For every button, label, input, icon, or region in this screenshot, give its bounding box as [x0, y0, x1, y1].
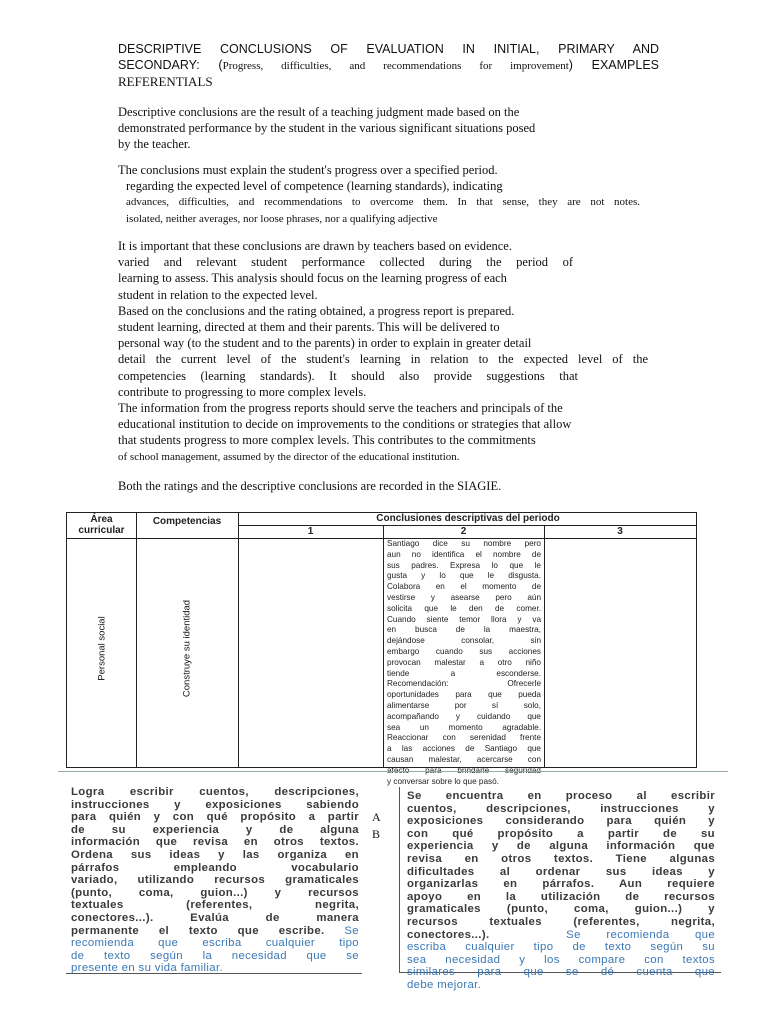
- conclusion-line: provocan malestar a otro niño: [387, 657, 541, 667]
- example-b-line: similares para que se dé cuenta que: [407, 966, 715, 979]
- intro-line: Descriptive conclusions are the result of a teaching judgment made based on the: [118, 105, 520, 119]
- conclusion-line: Santiago dice su nombre pero: [387, 539, 541, 548]
- bullet-line-4: isolated, neither averages, nor loose phrases, nor a qualifying adjective: [126, 212, 438, 225]
- body-line: It is important that these conclusions are drawn by teachers based on evidence.: [118, 239, 512, 253]
- conclusion-line: Recomendación: Ofrecerle: [387, 679, 541, 689]
- conclusion-line: causan malestar, acercarse con: [387, 754, 541, 764]
- conclusion-line: en busca de la maestra,: [387, 625, 541, 635]
- header-period-2: 2: [460, 526, 467, 537]
- body-line: contribute to progressing to more complex levels.: [118, 384, 367, 399]
- document-title: [118, 41, 659, 90]
- body-line: The information from the progress reports should serve the teachers and principals of the: [118, 401, 563, 416]
- title-line-1: DESCRIPTIVE CONCLUSIONS OF EVALUATION IN INITIAL, PRIMARY AND: [118, 42, 659, 56]
- example-b-line: escriba cualquier tipo de texto según su: [407, 941, 715, 954]
- example-a-line: conectores...). Evalúa de manera: [71, 911, 359, 924]
- header-conclusiones: Conclusiones descriptivas del periodo: [376, 513, 560, 524]
- conclusion-line: dejándose consolar, sin: [387, 636, 541, 646]
- closing-line: Both the ratings and the descriptive conclusions are recorded in the SIAGIE.: [118, 479, 502, 493]
- bullet-text: The conclusions must explain the student's progress over a specified period.: [118, 163, 498, 177]
- bullet-line-2: regarding the expected level of competence (learning standards), indicating: [126, 179, 503, 194]
- conclusion-line: sea un momento agradable.: [387, 722, 541, 732]
- section-divider: [58, 771, 728, 772]
- title-line-2: [118, 57, 659, 74]
- conclusion-line: solicita que le den de comer.: [387, 603, 541, 613]
- example-b-line: experiencia y de alguna información que: [407, 840, 715, 853]
- example-b-line: cuentos, descripciones, instrucciones y: [407, 802, 715, 815]
- example-a-line: de texto según la necesidad que se: [71, 949, 359, 962]
- conclusion-line: acompañando y cuidando que: [387, 711, 541, 721]
- conclusion-line: Colabora en el momento de: [387, 582, 541, 592]
- header-competencias: Competencias: [152, 516, 222, 527]
- conclusion-line: vestirse y asearse pero aún: [387, 592, 541, 602]
- example-b-line: organizarlas en párrafos. Aun requiere: [407, 878, 715, 891]
- example-box-b: [399, 787, 721, 991]
- title-line-2b: Progress, difficulties, and recommendations for improvement: [222, 60, 569, 72]
- conclusion-line: Cuando siente temor llora y va: [387, 614, 541, 624]
- example-a-line: Logra escribir cuentos, descripciones,: [71, 786, 359, 798]
- table-divider: [544, 525, 545, 767]
- title-line-2c: ) EXAMPLES: [568, 58, 660, 72]
- example-b-line: gramaticales (punto, coma, guion...) y: [407, 903, 715, 916]
- conclusion-line: alimentarse por sí solo,: [387, 700, 541, 710]
- example-a-text: [71, 786, 359, 975]
- example-b-line: apoyo en la utilización de recursos: [407, 890, 715, 903]
- body-line: of school management, assumed by the director of the educational institution.: [118, 450, 460, 463]
- example-b-line: dificultades al ordenar sus ideas y: [407, 865, 715, 878]
- body-line: personal way (to the student and to the parents) in order to explain in greater detail: [118, 336, 532, 351]
- conclusion-line: oportunidades para que pueda: [387, 690, 541, 700]
- example-a-line: variado, utilizando recursos gramaticales: [71, 874, 359, 887]
- body-line: student in relation to the expected level.: [118, 287, 318, 302]
- table-divider: [238, 513, 239, 767]
- example-a-line: textuales (referentes, negrita,: [71, 899, 359, 912]
- body-line: student learning, directed at them and their parents. This will be delivered to: [118, 320, 500, 335]
- body-line: varied and relevant student performance collected during the period of: [118, 255, 573, 270]
- example-a-line: instrucciones y exposiciones sabiendo: [71, 798, 359, 811]
- label-b: B: [372, 827, 381, 841]
- conclusion-line: gusta y lo que le disgusta.: [387, 571, 541, 581]
- table-divider: [67, 538, 696, 539]
- competencia-value: Construye su identidad: [181, 599, 193, 698]
- conclusions-table: [66, 512, 697, 786]
- header-period-3: 3: [617, 526, 623, 537]
- example-a-line: presente en su vida familiar.: [71, 962, 223, 975]
- example-a-mixed-black: permanente el texto que escribe.: [71, 924, 325, 937]
- table-divider: [383, 525, 384, 767]
- example-b-line: Se encuentra en proceso al escribir: [407, 790, 715, 802]
- example-b-text: [407, 790, 715, 992]
- example-b-mixed-black: conectores...).: [407, 928, 490, 941]
- example-a-line: recomienda que escriba cualquier tipo: [71, 937, 359, 950]
- body-line: learning to assess. This analysis should focus on the learning progress of each: [118, 271, 507, 286]
- area-value: Personal social: [96, 616, 108, 681]
- example-b-line: recursos textuales (referentes, negrita,: [407, 915, 715, 928]
- closing-paragraph: [118, 478, 648, 494]
- body-line: educational institution to decide on improvements to the conditions or strategies that allow: [118, 417, 572, 432]
- example-b-mixed-line: [407, 929, 715, 942]
- bullet-line-3: advances, difficulties, and recommendations to overcome them. In that sense, they are not notes.: [126, 196, 640, 209]
- conclusion-line: afecto para brindarle seguridad: [387, 765, 541, 775]
- example-a-mixed-blue: Se: [344, 924, 359, 937]
- conclusion-line: embargo cuando sus acciones: [387, 646, 541, 656]
- example-a-line: de su experiencia y de alguna: [71, 823, 359, 836]
- title-line-3: REFERENTIALS: [118, 74, 213, 89]
- example-a-line: párrafos empleando vocabulario: [71, 861, 359, 874]
- conclusion-line: tiende a esconderse.: [387, 668, 541, 678]
- body-line: competencies (learning standards). It should also provide suggestions that: [118, 368, 578, 383]
- example-a-mixed-line: [71, 925, 359, 938]
- conclusion-line: sus padres. Expresa lo que le: [387, 560, 541, 570]
- table-divider: [136, 513, 137, 767]
- example-box-a: [66, 783, 362, 974]
- conclusion-line: Reaccionar con serenidad frente: [387, 733, 541, 743]
- example-a-line: Ordena sus ideas y las organiza en: [71, 848, 359, 861]
- example-a-line: para quién y con qué propósito a partir: [71, 811, 359, 824]
- example-b-line: revisa en otros textos. Tiene algunas: [407, 852, 715, 865]
- body-line: detail the current level of the student's learning in relation to the expected level of the: [118, 352, 648, 367]
- example-b-line: con qué propósito a partir de su: [407, 827, 715, 840]
- example-b-line: debe mejorar.: [407, 978, 482, 991]
- intro-paragraph: [118, 104, 648, 153]
- body-line: Based on the conclusions and the rating obtained, a progress report is prepared.: [118, 303, 515, 318]
- conclusion-line: a las acciones de Santiago que: [387, 744, 541, 754]
- conclusion-line: aun no identifica el nombre de: [387, 549, 541, 559]
- header-period-1: 1: [307, 526, 314, 537]
- body-line: that students progress to more complex levels. This contributes to the commitments: [118, 433, 536, 448]
- example-a-line: información que revisa en otros textos.: [71, 836, 359, 849]
- bullet-paragraph: [118, 162, 648, 227]
- conclusion-period-2: [387, 539, 541, 787]
- bullet-line-1: [118, 162, 648, 178]
- body-paragraph: [118, 238, 648, 465]
- title-line-2a: SECONDARY: (: [118, 58, 223, 72]
- example-b-line: exposiciones considerando para quién y: [407, 815, 715, 828]
- conclusion-line: y conversar sobre lo que pasó.: [387, 776, 499, 786]
- label-a: A: [372, 810, 381, 824]
- example-b-mixed-blue: Se recomienda que: [566, 928, 715, 941]
- intro-line: by the teacher.: [118, 137, 191, 152]
- header-area: Área curricular: [78, 514, 125, 536]
- intro-line: demonstrated performance by the student in the various significant situations posed: [118, 121, 536, 136]
- example-a-line: (punto, coma, guion...) y recursos: [71, 886, 359, 899]
- example-b-line: sea necesidad y los compare con textos: [407, 953, 715, 966]
